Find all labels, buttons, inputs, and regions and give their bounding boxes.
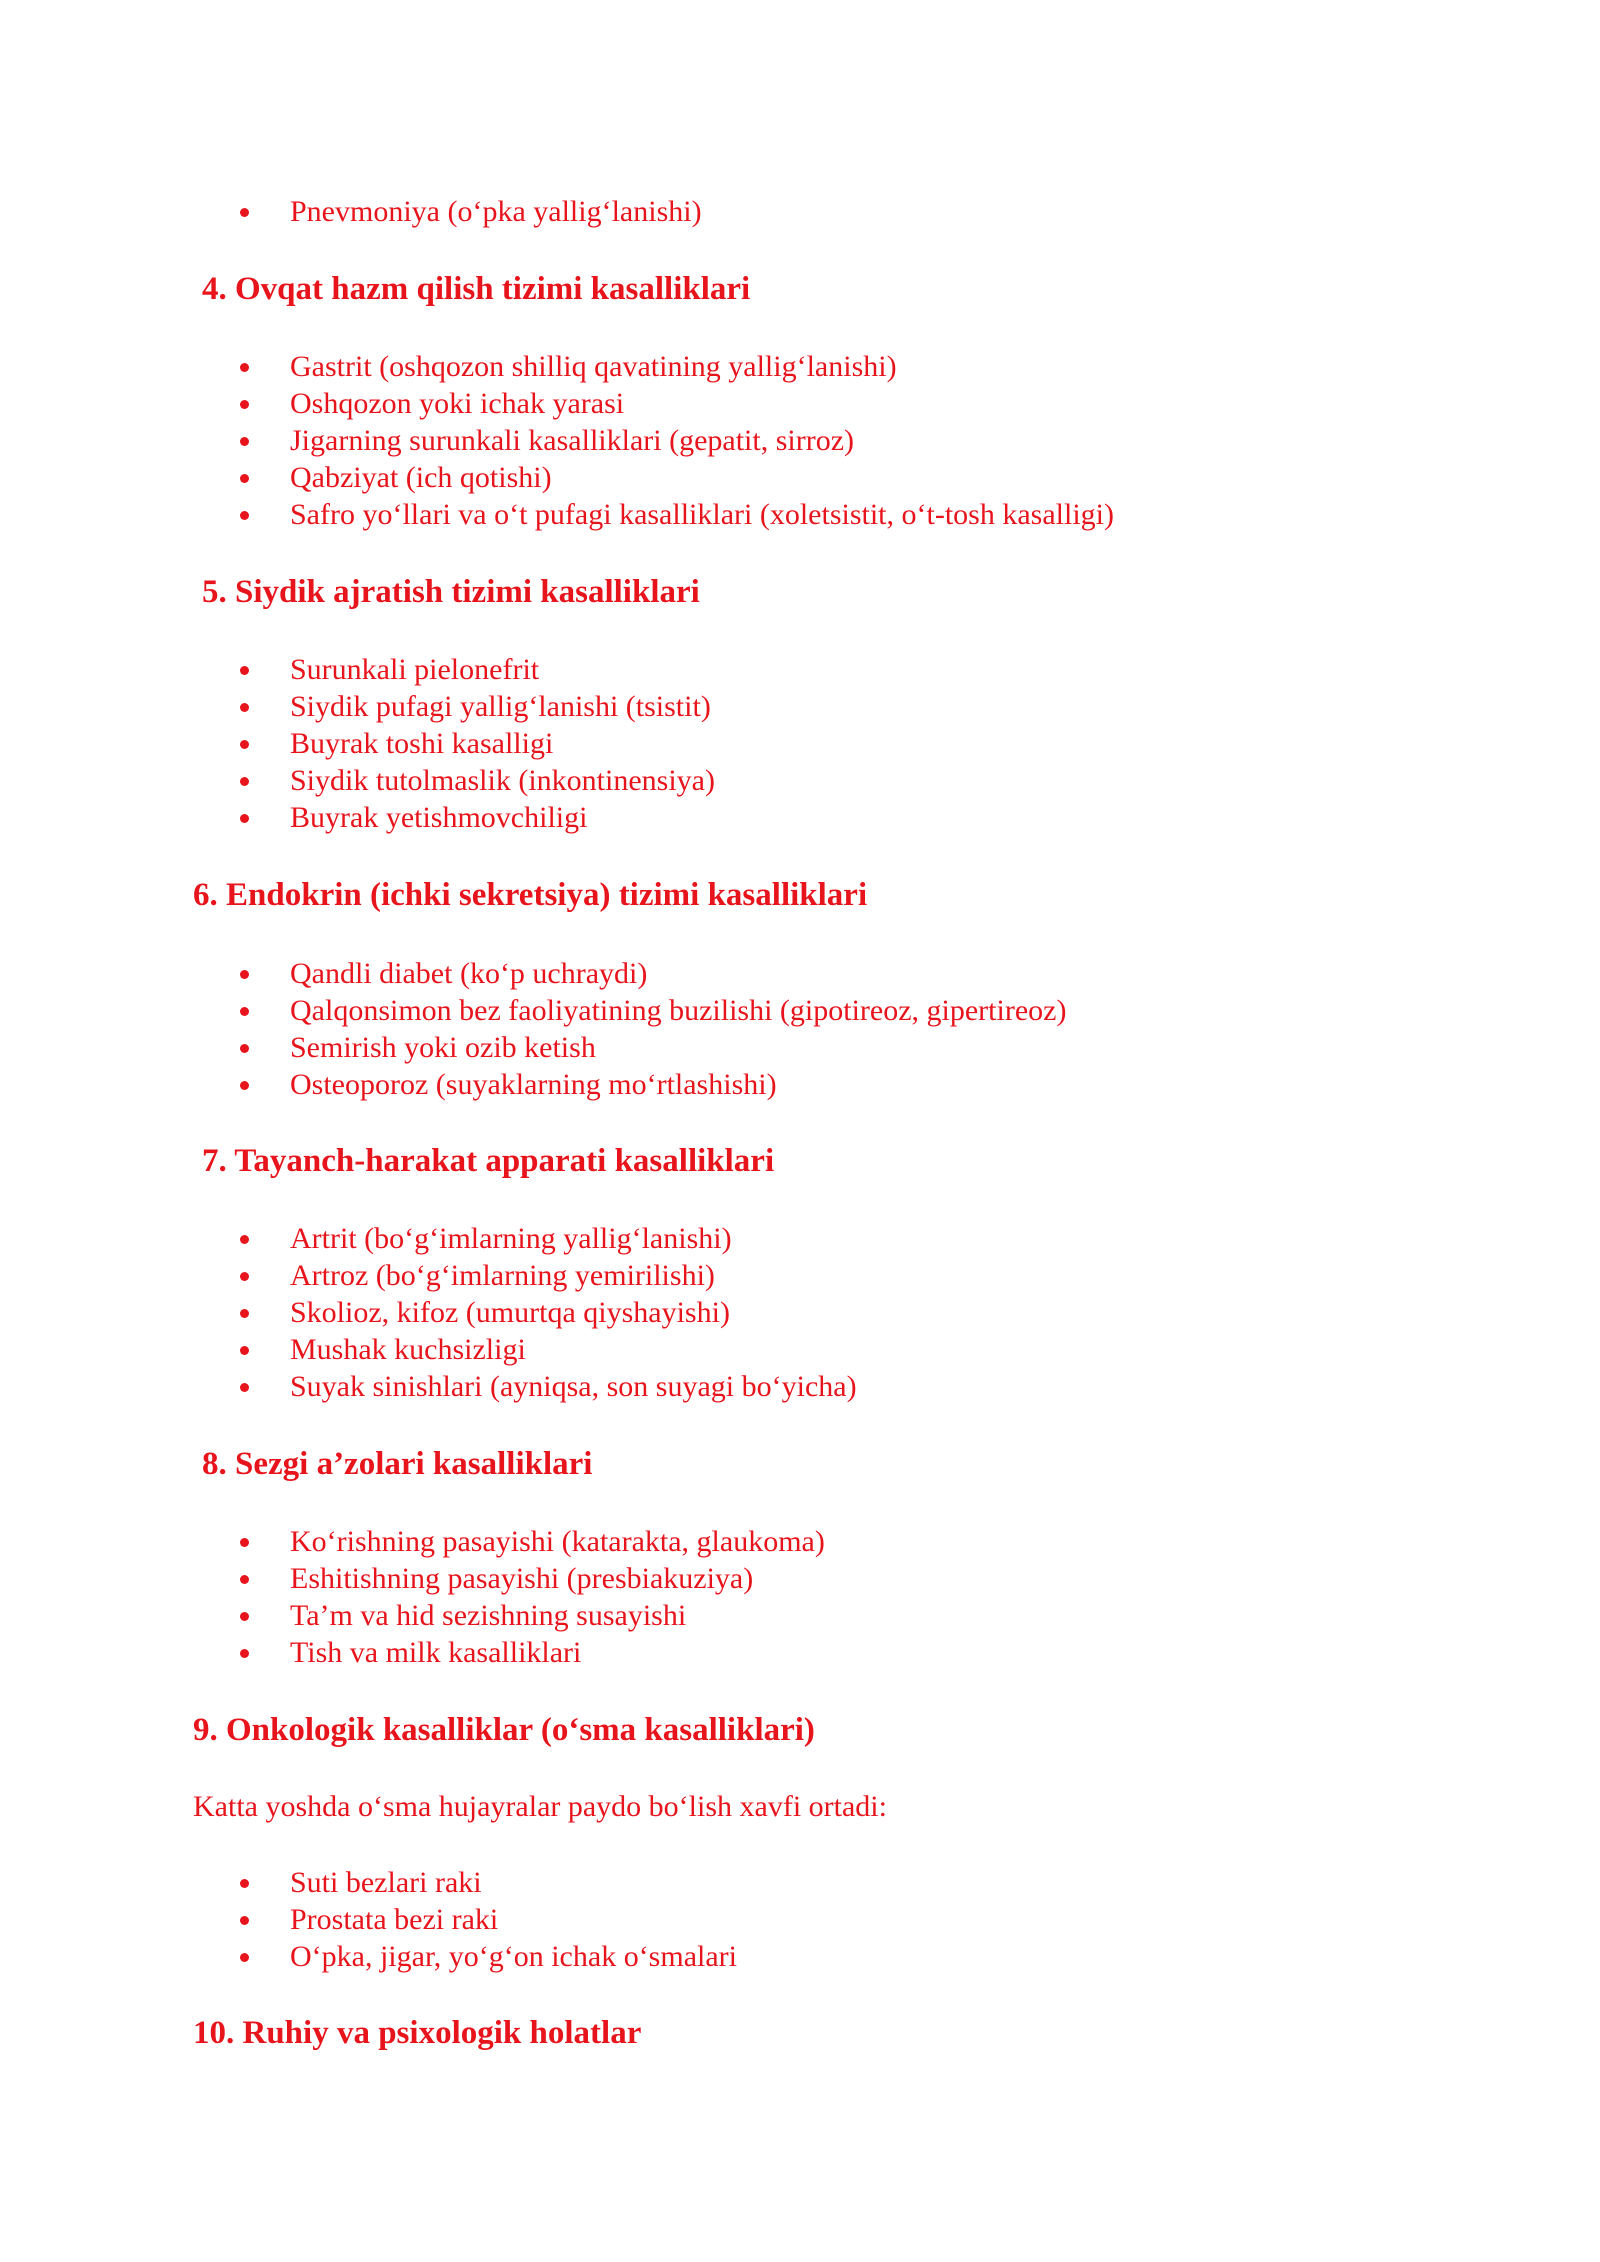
list-item-text: Siydik pufagi yallig‘lanishi (tsistit)	[290, 690, 711, 723]
list-item-text: Ko‘rishning pasayishi (katarakta, glaukoma)	[290, 1525, 825, 1558]
section-intro-paragraph: Katta yoshda o‘sma hujayralar paydo bo‘lish xavfi ortadi:	[193, 1790, 887, 1823]
bullet-dot	[240, 1575, 249, 1584]
bullet-dot	[240, 1538, 249, 1547]
list-item-text: Ta’m va hid sezishning susayishi	[290, 1599, 687, 1632]
bullet-dot	[240, 1235, 249, 1244]
bullet-dot	[240, 474, 249, 483]
bullet-dot	[240, 437, 249, 446]
section-heading-4: 4. Ovqat hazm qilish tizimi kasalliklari	[202, 271, 751, 307]
bullet-dot	[240, 1649, 249, 1658]
section-heading-10: 10. Ruhiy va psixologik holatlar	[193, 2015, 642, 2051]
bullet-dot	[240, 1007, 249, 1016]
bullet-dot	[240, 740, 249, 749]
list-item-text: Tish va milk kasalliklari	[290, 1636, 582, 1669]
bullet-dot	[240, 511, 249, 520]
bullet-dot	[240, 1879, 249, 1888]
list-item-text: Artrit (bo‘g‘imlarning yallig‘lanishi)	[290, 1222, 732, 1255]
bullet-dot	[240, 1916, 249, 1925]
list-item-text: Mushak kuchsizligi	[290, 1333, 526, 1366]
list-item-text: Qandli diabet (ko‘p uchraydi)	[290, 957, 648, 990]
list-item-text: Suti bezlari raki	[290, 1866, 482, 1899]
list-item-text: Pnevmoniya (o‘pka yallig‘lanishi)	[290, 195, 702, 228]
list-item-text: Artroz (bo‘g‘imlarning yemirilishi)	[290, 1259, 715, 1292]
bullet-dot	[240, 777, 249, 786]
bullet-dot	[240, 970, 249, 979]
bullet-dot	[240, 1309, 249, 1318]
list-item-text: Suyak sinishlari (ayniqsa, son suyagi bo‘yicha)	[290, 1370, 857, 1403]
list-item-text: O‘pka, jigar, yo‘g‘on ichak o‘smalari	[290, 1940, 737, 1973]
list-item-text: Siydik tutolmaslik (inkontinensiya)	[290, 764, 715, 797]
section-heading-6: 6. Endokrin (ichki sekretsiya) tizimi kasalliklari	[193, 877, 868, 913]
section-heading-5: 5. Siydik ajratish tizimi kasalliklari	[202, 574, 700, 610]
list-item-text: Prostata bezi raki	[290, 1903, 499, 1936]
section-heading-7: 7. Tayanch-harakat apparati kasalliklari	[202, 1143, 775, 1179]
bullet-dot	[240, 400, 249, 409]
list-item-text: Safro yo‘llari va o‘t pufagi kasalliklari (xoletsistit, o‘t-tosh kasalligi)	[290, 498, 1114, 531]
bullet-dot	[240, 1953, 249, 1962]
list-item-text: Buyrak yetishmovchiligi	[290, 801, 588, 834]
list-item-text: Skolioz, kifoz (umurtqa qiyshayishi)	[290, 1296, 730, 1329]
bullet-dot	[240, 208, 249, 217]
list-item-text: Osteoporoz (suyaklarning mo‘rtlashishi)	[290, 1068, 777, 1101]
list-item-text: Buyrak toshi kasalligi	[290, 727, 554, 760]
bullet-dot	[240, 703, 249, 712]
bullet-dot	[240, 1612, 249, 1621]
bullet-dot	[240, 814, 249, 823]
bullet-dot	[240, 1272, 249, 1281]
list-item-text: Qalqonsimon bez faoliyatining buzilishi (gipotireoz, gipertireoz)	[290, 994, 1067, 1027]
bullet-dot	[240, 363, 249, 372]
list-item-text: Eshitishning pasayishi (presbiakuziya)	[290, 1562, 754, 1595]
section-heading-8: 8. Sezgi a’zolari kasalliklari	[202, 1446, 593, 1482]
list-item-text: Oshqozon yoki ichak yarasi	[290, 387, 625, 420]
list-item-text: Surunkali pielonefrit	[290, 653, 540, 686]
list-item-text: Semirish yoki ozib ketish	[290, 1031, 596, 1064]
section-heading-9: 9. Onkologik kasalliklar (o‘sma kasalliklari)	[193, 1712, 815, 1748]
bullet-dot	[240, 1044, 249, 1053]
bullet-dot	[240, 666, 249, 675]
list-item-text: Gastrit (oshqozon shilliq qavatining yallig‘lanishi)	[290, 350, 897, 383]
bullet-dot	[240, 1346, 249, 1355]
list-item-text: Jigarning surunkali kasalliklari (gepatit, sirroz)	[290, 424, 855, 457]
list-item-text: Qabziyat (ich qotishi)	[290, 461, 552, 494]
bullet-dot	[240, 1081, 249, 1090]
bullet-dot	[240, 1383, 249, 1392]
